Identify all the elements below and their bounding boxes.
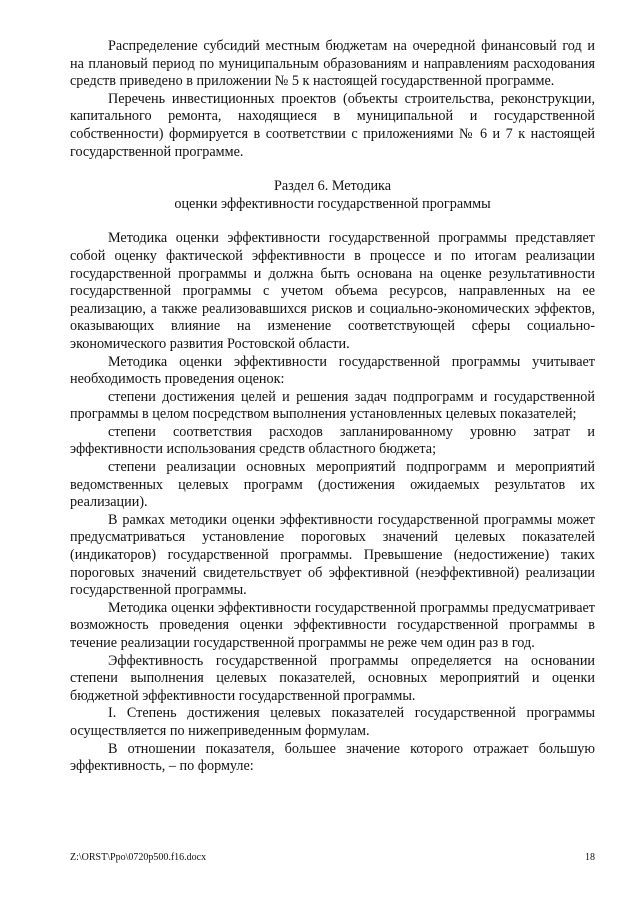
document-body bbox=[70, 38, 595, 776]
section-heading-line-1: Раздел 6. Методика bbox=[273, 178, 392, 195]
paragraph-thresholds: В рамках методики оценки эффективности государственной программы может предусматриваться установление пороговых значений целевых показателей (индикаторов) государственной программы. Превышение (недостижение) таких пороговых значений свидетельствует об эффективной (неэффективной) реализации государственной программы. bbox=[70, 511, 595, 599]
paragraph-formula-intro: В отношении показателя, большее значение которого отражает большую эффективность, – по формуле: bbox=[70, 740, 595, 775]
section-heading-line-2: оценки эффективности государственной программы bbox=[174, 195, 491, 212]
paragraph-indicators-degree: I. Степень достижения целевых показателей государственной программы осуществляется по нижеприведенным формулам. bbox=[70, 705, 595, 739]
file-path: Z:\ORST\Ppo\0720p500.f16.docx bbox=[70, 852, 207, 863]
paragraph-subsidies: Распределение субсидий местным бюджетам на очередной финансовый год и на плановый период по муниципальным образованиям и направлениям расходования средств приведено в приложении № 5 к настоящей государственной программе. bbox=[70, 38, 595, 90]
paragraph-effectiveness: Эффективность государственной программы определяется на основании степени выполнения целевых показателей, основных мероприятий и оценки бюджетной эффективности государственной программы. bbox=[70, 652, 595, 704]
paragraph-methodology-definition: Методика оценки эффективности государственной программы представляет собой оценку фактической эффективности в процессе и по итогам реализации государственной программы и должна быть основана на оценке результативности государственной программы с учетом объема ресурсов, направленных на ее реализацию, а также реализовавшихся рисков и социально-экономических эффектов, оказывающих влияние на изменение соответствующей сферы социально-экономического развития Ростовской области. bbox=[70, 230, 595, 352]
paragraph-frequency: Методика оценки эффективности государственной программы предусматривает возможность проведения оценки эффективности государственной программы в течение реализации государственной программы не реже чем один раз в год. bbox=[70, 599, 595, 651]
section-heading bbox=[70, 178, 595, 213]
page-number: 18 bbox=[585, 852, 595, 863]
paragraph-investment-projects: Перечень инвестиционных проектов (объекты строительства, реконструкции, капитального ремонта, находящиеся в муниципальной и государственной собственности) формируется в соответствии с приложениями № 6 и 7 к настоящей государственной программе. bbox=[70, 90, 595, 160]
list-item-expenses: степени соответствия расходов запланированному уровню затрат и эффективности использования средств областного бюджета; bbox=[70, 423, 595, 458]
list-item-activities: степени реализации основных мероприятий подпрограмм и мероприятий ведомственных целевых программ (достижения ожидаемых результатов их реализации). bbox=[70, 459, 595, 511]
paragraph-methodology-assessments: Методика оценки эффективности государственной программы учитывает необходимость проведения оценок: bbox=[70, 353, 595, 388]
list-item-goals: степени достижения целей и решения задач подпрограмм и государственной программы в целом посредством выполнения установленных целевых показателей; bbox=[70, 388, 595, 423]
